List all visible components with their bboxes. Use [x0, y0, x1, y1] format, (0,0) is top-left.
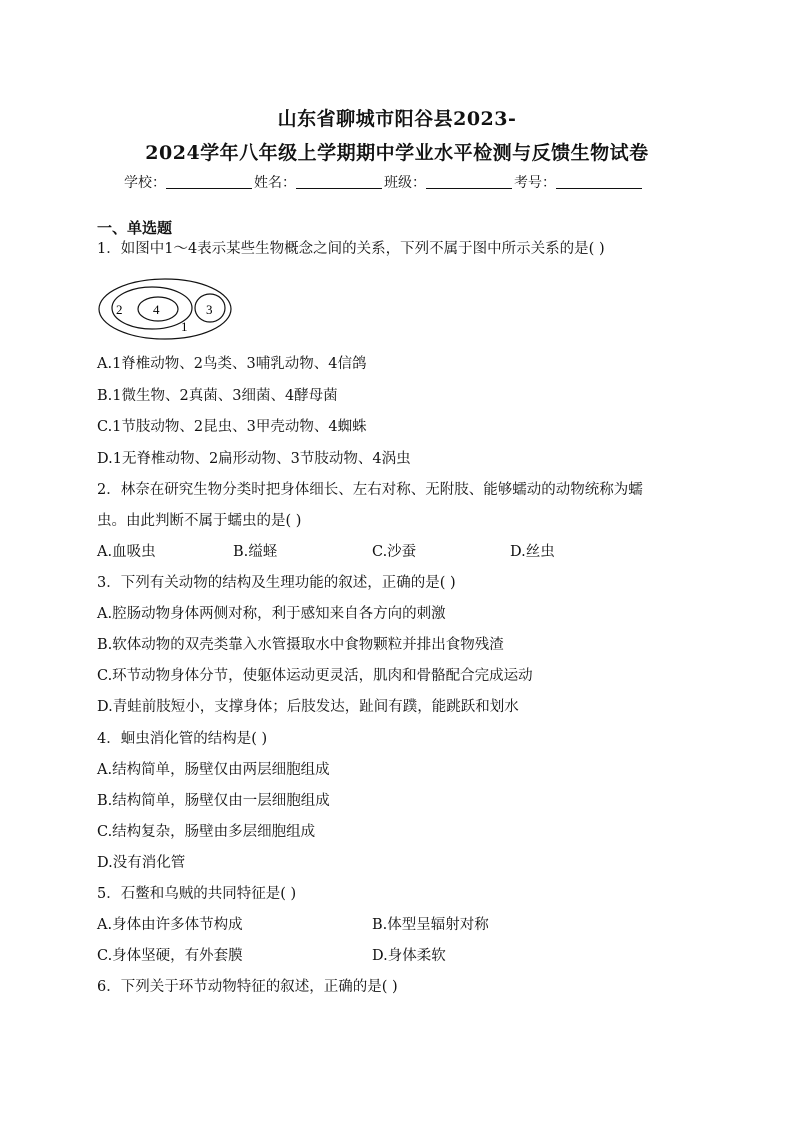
class-label: 班级：: [384, 175, 426, 191]
student-info: [124, 172, 644, 192]
class-blank[interactable]: [426, 174, 512, 189]
exam-no-label: 考号：: [514, 175, 556, 191]
q2-option-d: D.丝虫: [510, 544, 555, 560]
ellipse-2: [112, 287, 192, 329]
label-1: 1: [181, 319, 188, 334]
q5-options-row1: [97, 915, 697, 935]
q5-options-row2: [97, 946, 697, 966]
label-3: 3: [206, 302, 213, 317]
q2-stem-line1: 2．林奈在研究生物分类时把身体细长、左右对称、无附肢、能够蠕动的动物统称为蠕: [97, 482, 643, 498]
q4-option-a: A.结构简单，肠壁仅由两层细胞组成: [97, 762, 330, 778]
q1-stem: 1．如图中1～4表示某些生物概念之间的关系，下列不属于图中所示关系的是( ): [97, 241, 605, 257]
label-2: 2: [116, 302, 123, 317]
q5-option-b: B.体型呈辐射对称: [372, 917, 489, 933]
q5-option-a: A.身体由许多体节构成: [97, 917, 243, 933]
name-blank[interactable]: [296, 174, 382, 189]
school-blank[interactable]: [166, 174, 252, 189]
q2-stem-line2: 虫。由此判断不属于蠕虫的是( ): [97, 513, 302, 529]
q6-stem: 6．下列关于环节动物特征的叙述，正确的是( ): [97, 979, 398, 995]
q4-option-c: C.结构复杂，肠壁由多层细胞组成: [97, 824, 316, 840]
q3-option-b: B.软体动物的双壳类靠入水管摄取水中食物颗粒并排出食物残渣: [97, 637, 504, 653]
q1-option-d: D.1无脊椎动物、2扁形动物、3节肢动物、4涡虫: [97, 451, 411, 467]
q2-option-c: C.沙蚕: [372, 544, 417, 560]
q2-options: [97, 542, 697, 562]
q5-option-d: D.身体柔软: [372, 948, 446, 964]
section-title: 一、单选题: [97, 219, 173, 237]
q5-option-c: C.身体坚硬，有外套膜: [97, 948, 243, 964]
exam-title-line2: 2024学年八年级上学期期中学业水平检测与反馈生物试卷: [145, 142, 649, 164]
q1-option-c: C.1节肢动物、2昆虫、3甲壳动物、4蜘蛛: [97, 419, 367, 435]
concept-diagram: [97, 277, 237, 343]
exam-no-blank[interactable]: [556, 174, 642, 189]
q4-option-b: B.结构简单，肠壁仅由一层细胞组成: [97, 793, 330, 809]
q4-option-d: D.没有消化管: [97, 855, 186, 871]
q2-option-a: A.血吸虫: [97, 544, 156, 560]
q3-option-c: C.环节动物身体分节，使躯体运动更灵活，肌肉和骨骼配合完成运动: [97, 668, 533, 684]
exam-title-line1: 山东省聊城市阳谷县2023-: [277, 108, 517, 130]
q4-stem: 4．蛔虫消化管的结构是( ): [97, 731, 268, 747]
q3-stem: 3．下列有关动物的结构及生理功能的叙述，正确的是( ): [97, 575, 456, 591]
label-4: 4: [153, 302, 160, 317]
q2-option-b: B.缢蛏: [233, 544, 278, 560]
q1-option-b: B.1微生物、2真菌、3细菌、4酵母菌: [97, 388, 338, 404]
q1-option-a: A.1脊椎动物、2鸟类、3哺乳动物、4信鸽: [97, 356, 367, 372]
name-label: 姓名：: [254, 175, 296, 191]
school-label: 学校：: [124, 175, 166, 191]
q5-stem: 5．石鳖和乌贼的共同特征是( ): [97, 886, 297, 902]
q3-option-a: A.腔肠动物身体两侧对称，利于感知来自各方向的刺激: [97, 606, 446, 622]
q3-option-d: D.青蛙前肢短小，支撑身体；后肢发达，趾间有蹼，能跳跃和划水: [97, 699, 519, 715]
